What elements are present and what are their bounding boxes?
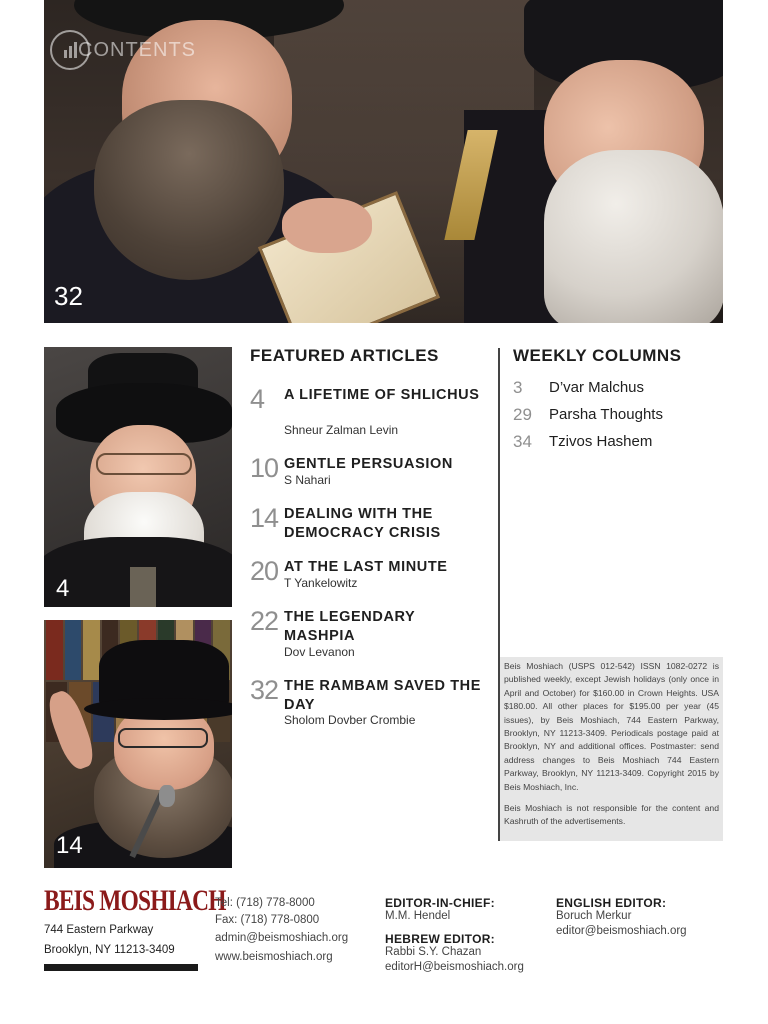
article-page-number: 20 [250,556,279,586]
publication-info-box [500,657,723,841]
english-editor-email-link[interactable]: editor@beismoshiach.org [556,925,687,937]
column-page-number: 34 [513,432,532,451]
featured-articles-heading: FEATURED ARTICLES [250,346,439,365]
article-author: Dov Levanon [284,645,355,659]
hebrew-editor-name: Rabbi S.Y. Chazan [385,946,482,958]
brand-logo: BEIS MOSHIACH [44,884,226,917]
column-title[interactable]: D’var Malchus [549,379,645,396]
side-photo-2-number: 14 [56,832,83,859]
photo-hand [282,198,372,253]
article-title[interactable]: AT THE LAST MINUTE [284,559,448,575]
address-line-2: Brooklyn, NY 11213-3409 [44,944,175,956]
hero-photo-number: 32 [54,281,83,311]
article-title[interactable]: THE RAMBAM SAVED THE DAY [284,678,482,713]
article-title[interactable]: DEALING WITH THE DEMOCRACY CRISIS [284,506,441,541]
article-title[interactable]: THE LEGENDARY MASHPIA [284,609,416,644]
column-title[interactable]: Tzivos Hashem [549,433,653,450]
article-page-number: 4 [250,384,265,414]
disclaimer-text: Beis Moshiach is not responsible for the content and Kashruth of the advertisements. [504,803,719,827]
hebrew-editor-label: HEBREW EDITOR: [385,932,495,946]
side-photo-1-number: 4 [56,575,70,602]
english-editor-name: Boruch Merkur [556,910,632,922]
column-page-number: 29 [513,405,532,424]
hero-photo [44,0,723,323]
article-page-number: 14 [250,503,279,533]
website-link[interactable]: www.beismoshiach.org [215,951,333,963]
publication-info-text: Beis Moshiach (USPS 012-542) ISSN 1082-0272 is published weekly, except Jewish holidays (only once in April and October) for $160.00 in Crown Heights. USA $180.00. All other places for $195.00 per year (45 issues), by Beis Moshiach, 744 Eastern Parkway, Brooklyn, NY 11213-3409. Periodicals postage paid at Brooklyn, NY and additional offices. Postmaster: send address changes to Beis Moshiach 744 Eastern Parkway, Brooklyn, NY 11213-3409. Copyright 2015 by Beis Moshiach, Inc. [504,661,719,792]
weekly-columns-heading: WEEKLY COLUMNS [513,346,682,365]
editor-in-chief-label: EDITOR-IN-CHIEF: [385,896,495,910]
contact-email-link[interactable]: admin@beismoshiach.org [215,932,349,944]
hebrew-editor-email-link[interactable]: editorH@beismoshiach.org [385,961,524,973]
brand-bar [44,964,198,971]
article-author: Sholom Dovber Crombie [284,713,416,727]
side-photo-1 [44,347,232,607]
english-editor-label: ENGLISH EDITOR: [556,896,667,910]
address-line-1: 744 Eastern Parkway [44,924,154,936]
article-author: Shneur Zalman Levin [284,423,399,437]
article-title[interactable]: GENTLE PERSUASION [284,456,453,472]
contact-tel: Tel: (718) 778-8000 [215,897,315,909]
contact-fax: Fax: (718) 778-0800 [215,914,320,926]
column-page-number: 3 [513,378,523,397]
contents-logo [50,30,196,70]
article-page-number: 10 [250,453,279,483]
contents-label: CONTENTS [78,38,196,61]
article-page-number: 32 [250,675,279,705]
column-title[interactable]: Parsha Thoughts [549,406,663,423]
article-author: S Nahari [284,473,331,487]
side-photo-2 [44,620,232,868]
article-title[interactable]: A LIFETIME OF SHLICHUS [284,387,480,403]
editor-in-chief-name: M.M. Hendel [385,910,451,922]
article-author: T Yankelowitz [284,576,358,590]
article-page-number: 22 [250,606,279,636]
